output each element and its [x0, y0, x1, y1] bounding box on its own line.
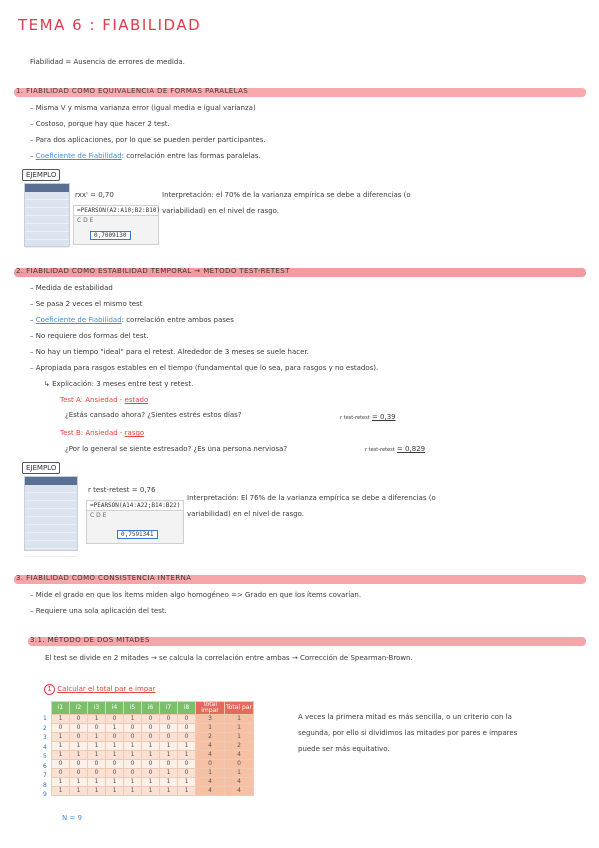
row-number: 3	[43, 734, 47, 741]
s2-interpretation-2: variabilidad) en el nivel de rasgo.	[187, 510, 305, 518]
table-header-cell: i2	[70, 702, 88, 715]
s2-bullet-6: – Apropiada para rasgos estables en el tiempo (fundamental que lo sea, para rasgos y no estados).	[30, 364, 379, 372]
s2-bullet-1: – Medida de estabilidad	[30, 284, 113, 292]
column-headers-2: C D E	[90, 512, 107, 519]
formula-text-2: =PEARSON(A14:A22;B14:B22)	[87, 501, 183, 511]
table-cell: 1	[225, 733, 254, 742]
s1-interpretation-2: variabilidad) en el nivel de rasgo.	[162, 207, 280, 215]
table-cell: 1	[124, 778, 142, 787]
table-cell: 0	[124, 769, 142, 778]
s31-note-1: A veces la primera mitad es más sencilla, o un criterio con la	[298, 713, 512, 721]
spreadsheet-thumbnail-1	[24, 183, 70, 247]
table-header-cell: i5	[124, 702, 142, 715]
table-cell: 0	[52, 769, 70, 778]
table-cell: 1	[160, 769, 178, 778]
table-cell: 1	[52, 751, 70, 760]
s2-bullet-4: – No requiere dos formas del test.	[30, 332, 149, 340]
s2-interpretation-1: Interpretación: El 76% de la varianza empírica se debe a diferencias (o	[187, 494, 436, 502]
table-cell: 1	[70, 778, 88, 787]
table-cell: 1	[52, 778, 70, 787]
table-row	[52, 751, 254, 760]
table-cell: 0	[70, 760, 88, 769]
table-cell: 0	[88, 724, 106, 733]
row-number: 9	[43, 791, 47, 798]
table-cell: 1	[178, 778, 196, 787]
table-cell: 1	[88, 733, 106, 742]
example-label-2: EJEMPLO	[22, 462, 60, 474]
section-3-heading: 3. FIABILIDAD COMO CONSISTENCIA INTERNA	[16, 574, 192, 582]
table-cell: 0	[106, 733, 124, 742]
table-cell: 1	[70, 742, 88, 751]
table-cell: 1	[225, 769, 254, 778]
section-3-1-heading: 3.1. MÉTODO DE DOS MITADES	[30, 636, 150, 644]
table-cell: 1	[160, 787, 178, 796]
table-cell: 0	[52, 760, 70, 769]
spreadsheet-thumbnail-2	[24, 476, 78, 551]
table-cell: 1	[106, 724, 124, 733]
table-row	[52, 769, 254, 778]
table-cell: 1	[70, 751, 88, 760]
table-cell: 4	[225, 778, 254, 787]
rxx-value-1: rxx' = 0,70	[75, 191, 114, 199]
table-header-cell: Total par	[225, 702, 254, 715]
table-header-cell: i8	[178, 702, 196, 715]
table-cell: 0	[70, 724, 88, 733]
table-cell: 0	[142, 715, 160, 724]
table-row	[52, 733, 254, 742]
s2-explanation: ↳ Explicación: 3 meses entre test y retest.	[44, 380, 194, 388]
table-cell: 0	[52, 724, 70, 733]
table-header-cell: Total impar	[196, 702, 225, 715]
row-number: 8	[43, 781, 47, 789]
s3-bullet-1: – Mide el grado en que los ítems miden algo homogéneo => Grado en que los ítems covarían.	[30, 591, 362, 599]
table-cell: 1	[160, 742, 178, 751]
table-cell: 0	[142, 760, 160, 769]
row-number: 7	[43, 772, 47, 779]
row-number: 5	[43, 753, 47, 760]
column-headers-1: C D E	[77, 217, 94, 224]
row-number: 1	[43, 715, 47, 722]
s31-text: El test se divide en 2 mitades → se calcula la correlación entre ambas → Corrección de Spearman-Brown.	[45, 654, 413, 662]
table-row	[52, 715, 254, 724]
section-2-heading: 2. FIABILIDAD COMO ESTABILIDAD TEMPORAL → MÉTODO TEST-RETEST	[16, 267, 290, 275]
s2-bullet-2: – Se pasa 2 veces el mismo test	[30, 300, 143, 308]
table-cell: 0	[70, 769, 88, 778]
example-label-1: EJEMPLO	[22, 169, 60, 181]
table-cell: 1	[160, 778, 178, 787]
table-cell: 4	[196, 742, 225, 751]
table-cell: 0	[178, 715, 196, 724]
table-header-cell: i6	[142, 702, 160, 715]
table-cell: 0	[142, 769, 160, 778]
table-cell: 1	[225, 715, 254, 724]
step-1: 1 Calcular el total par e impar	[44, 684, 155, 695]
table-cell: 0	[142, 724, 160, 733]
table-cell: 0	[88, 769, 106, 778]
table-cell: 1	[124, 742, 142, 751]
test-b-r: r test-retest = 0,829	[365, 445, 426, 453]
table-cell: 1	[106, 787, 124, 796]
table-cell: 0	[106, 760, 124, 769]
test-b-line: Test B: Ansiedad - rasgo	[60, 429, 145, 437]
table-cell: 1	[178, 787, 196, 796]
s2-bullet-5: – No hay un tiempo "ideal" para el retest. Alrededor de 3 meses se suele hacer.	[30, 348, 309, 356]
result-cell-1: 0,7009130	[90, 231, 131, 240]
formula-box-1	[73, 205, 159, 245]
table-cell: 0	[124, 760, 142, 769]
page-title: TEMA 6 : FIABILIDAD	[18, 16, 202, 34]
test-b-questions: ¿Por lo general se siente estresado? ¿Es una persona nerviosa?	[65, 445, 288, 453]
table-cell: 3	[196, 715, 225, 724]
table-cell: 1	[106, 742, 124, 751]
table-cell: 0	[70, 733, 88, 742]
table-cell: 0	[160, 760, 178, 769]
table-cell: 1	[88, 787, 106, 796]
step-number-circle: 1	[44, 684, 55, 695]
table-row	[52, 742, 254, 751]
result-cell-2: 0,7591341	[117, 530, 158, 539]
table-cell: 0	[106, 715, 124, 724]
definition: Fiabilidad = Ausencia de errores de medida.	[30, 58, 185, 66]
table-cell: 1	[178, 751, 196, 760]
table-cell: 1	[106, 778, 124, 787]
table-cell: 0	[160, 715, 178, 724]
s1-bullet-3: – Para dos aplicaciones, por lo que se pueden perder participantes.	[30, 136, 266, 144]
table-header-cell: i1	[52, 702, 70, 715]
s31-note-3: puede ser más equitativo.	[298, 745, 390, 753]
table-cell: 1	[124, 787, 142, 796]
test-a-questions: ¿Estás cansado ahora? ¿Sientes estrés estos días?	[65, 411, 242, 419]
table-cell: 0	[124, 733, 142, 742]
table-cell: 1	[52, 715, 70, 724]
table-row	[52, 760, 254, 769]
table-cell: 4	[225, 751, 254, 760]
table-cell: 1	[70, 787, 88, 796]
table-cell: 1	[52, 742, 70, 751]
table-header-cell: i3	[88, 702, 106, 715]
s1-bullet-4: – Coeficiente de Fiabilidad: correlación entre las formas paralelas.	[30, 152, 261, 160]
table-row	[52, 724, 254, 733]
table-cell: 1	[178, 742, 196, 751]
section-1-heading: 1. FIABILIDAD COMO EQUIVALENCIA DE FORMAS PARALELAS	[16, 87, 249, 95]
table-cell: 0	[70, 715, 88, 724]
s1-bullet-2: – Costoso, porque hay que hacer 2 test.	[30, 120, 170, 128]
table-row	[52, 787, 254, 796]
table-cell: 1	[106, 751, 124, 760]
table-cell: 1	[124, 715, 142, 724]
s1-interpretation-1: Interpretación: el 70% de la varianza empírica se debe a diferencias (o	[162, 191, 411, 199]
s1-bullet-1: – Misma V y misma varianza error (igual media e igual varianza)	[30, 104, 256, 112]
table-cell: 0	[178, 769, 196, 778]
table-cell: 1	[52, 787, 70, 796]
table-cell: 1	[88, 751, 106, 760]
formula-box-2	[86, 500, 184, 544]
table-cell: 0	[124, 724, 142, 733]
table-cell: 1	[142, 742, 160, 751]
table-cell: 0	[160, 733, 178, 742]
test-a-line: Test A: Ansiedad - estado	[60, 396, 149, 404]
table-cell: 2	[225, 742, 254, 751]
table-cell: 0	[88, 760, 106, 769]
table-cell: 1	[160, 751, 178, 760]
table-cell: 1	[52, 733, 70, 742]
table-cell: 0	[160, 724, 178, 733]
table-cell: 0	[178, 724, 196, 733]
table-header-row	[52, 702, 254, 715]
table-cell: 1	[142, 778, 160, 787]
table-cell: 1	[88, 742, 106, 751]
table-cell: 0	[225, 760, 254, 769]
table-header-cell: i7	[160, 702, 178, 715]
table-cell: 0	[142, 733, 160, 742]
table-cell: 1	[142, 787, 160, 796]
table-cell: 0	[178, 760, 196, 769]
s31-note-2: segunda, por ello si dividimos las mitades por pares e impares	[298, 729, 518, 737]
table-cell: 1	[88, 715, 106, 724]
table-cell: 4	[196, 778, 225, 787]
table-cell: 0	[178, 733, 196, 742]
sample-size: N = 9	[62, 814, 83, 822]
table-cell: 4	[196, 787, 225, 796]
formula-text-1: =PEARSON(A2:A10;B2:B10)	[74, 206, 158, 216]
table-cell: 4	[225, 787, 254, 796]
table-cell: 2	[196, 733, 225, 742]
s2-bullet-3: – Coeficiente de Fiabilidad: correlación entre ambos pases	[30, 316, 234, 324]
table-cell: 1	[124, 751, 142, 760]
split-half-table	[51, 701, 254, 796]
rxx-value-2: r test-retest = 0,76	[88, 486, 156, 494]
table-row	[52, 778, 254, 787]
test-a-r: r test-retest = 0,39	[340, 413, 396, 421]
table-cell: 1	[225, 724, 254, 733]
row-number: 2	[43, 724, 47, 732]
table-cell: 1	[196, 769, 225, 778]
table-cell: 1	[142, 751, 160, 760]
table-cell: 0	[106, 769, 124, 778]
row-number: 6	[43, 762, 47, 770]
row-number: 4	[43, 743, 47, 751]
table-cell: 1	[88, 778, 106, 787]
table-cell: 4	[196, 751, 225, 760]
table-header-cell: i4	[106, 702, 124, 715]
table-cell: 1	[196, 724, 225, 733]
table-cell: 0	[196, 760, 225, 769]
s3-bullet-2: – Requiere una sola aplicación del test.	[30, 607, 167, 615]
